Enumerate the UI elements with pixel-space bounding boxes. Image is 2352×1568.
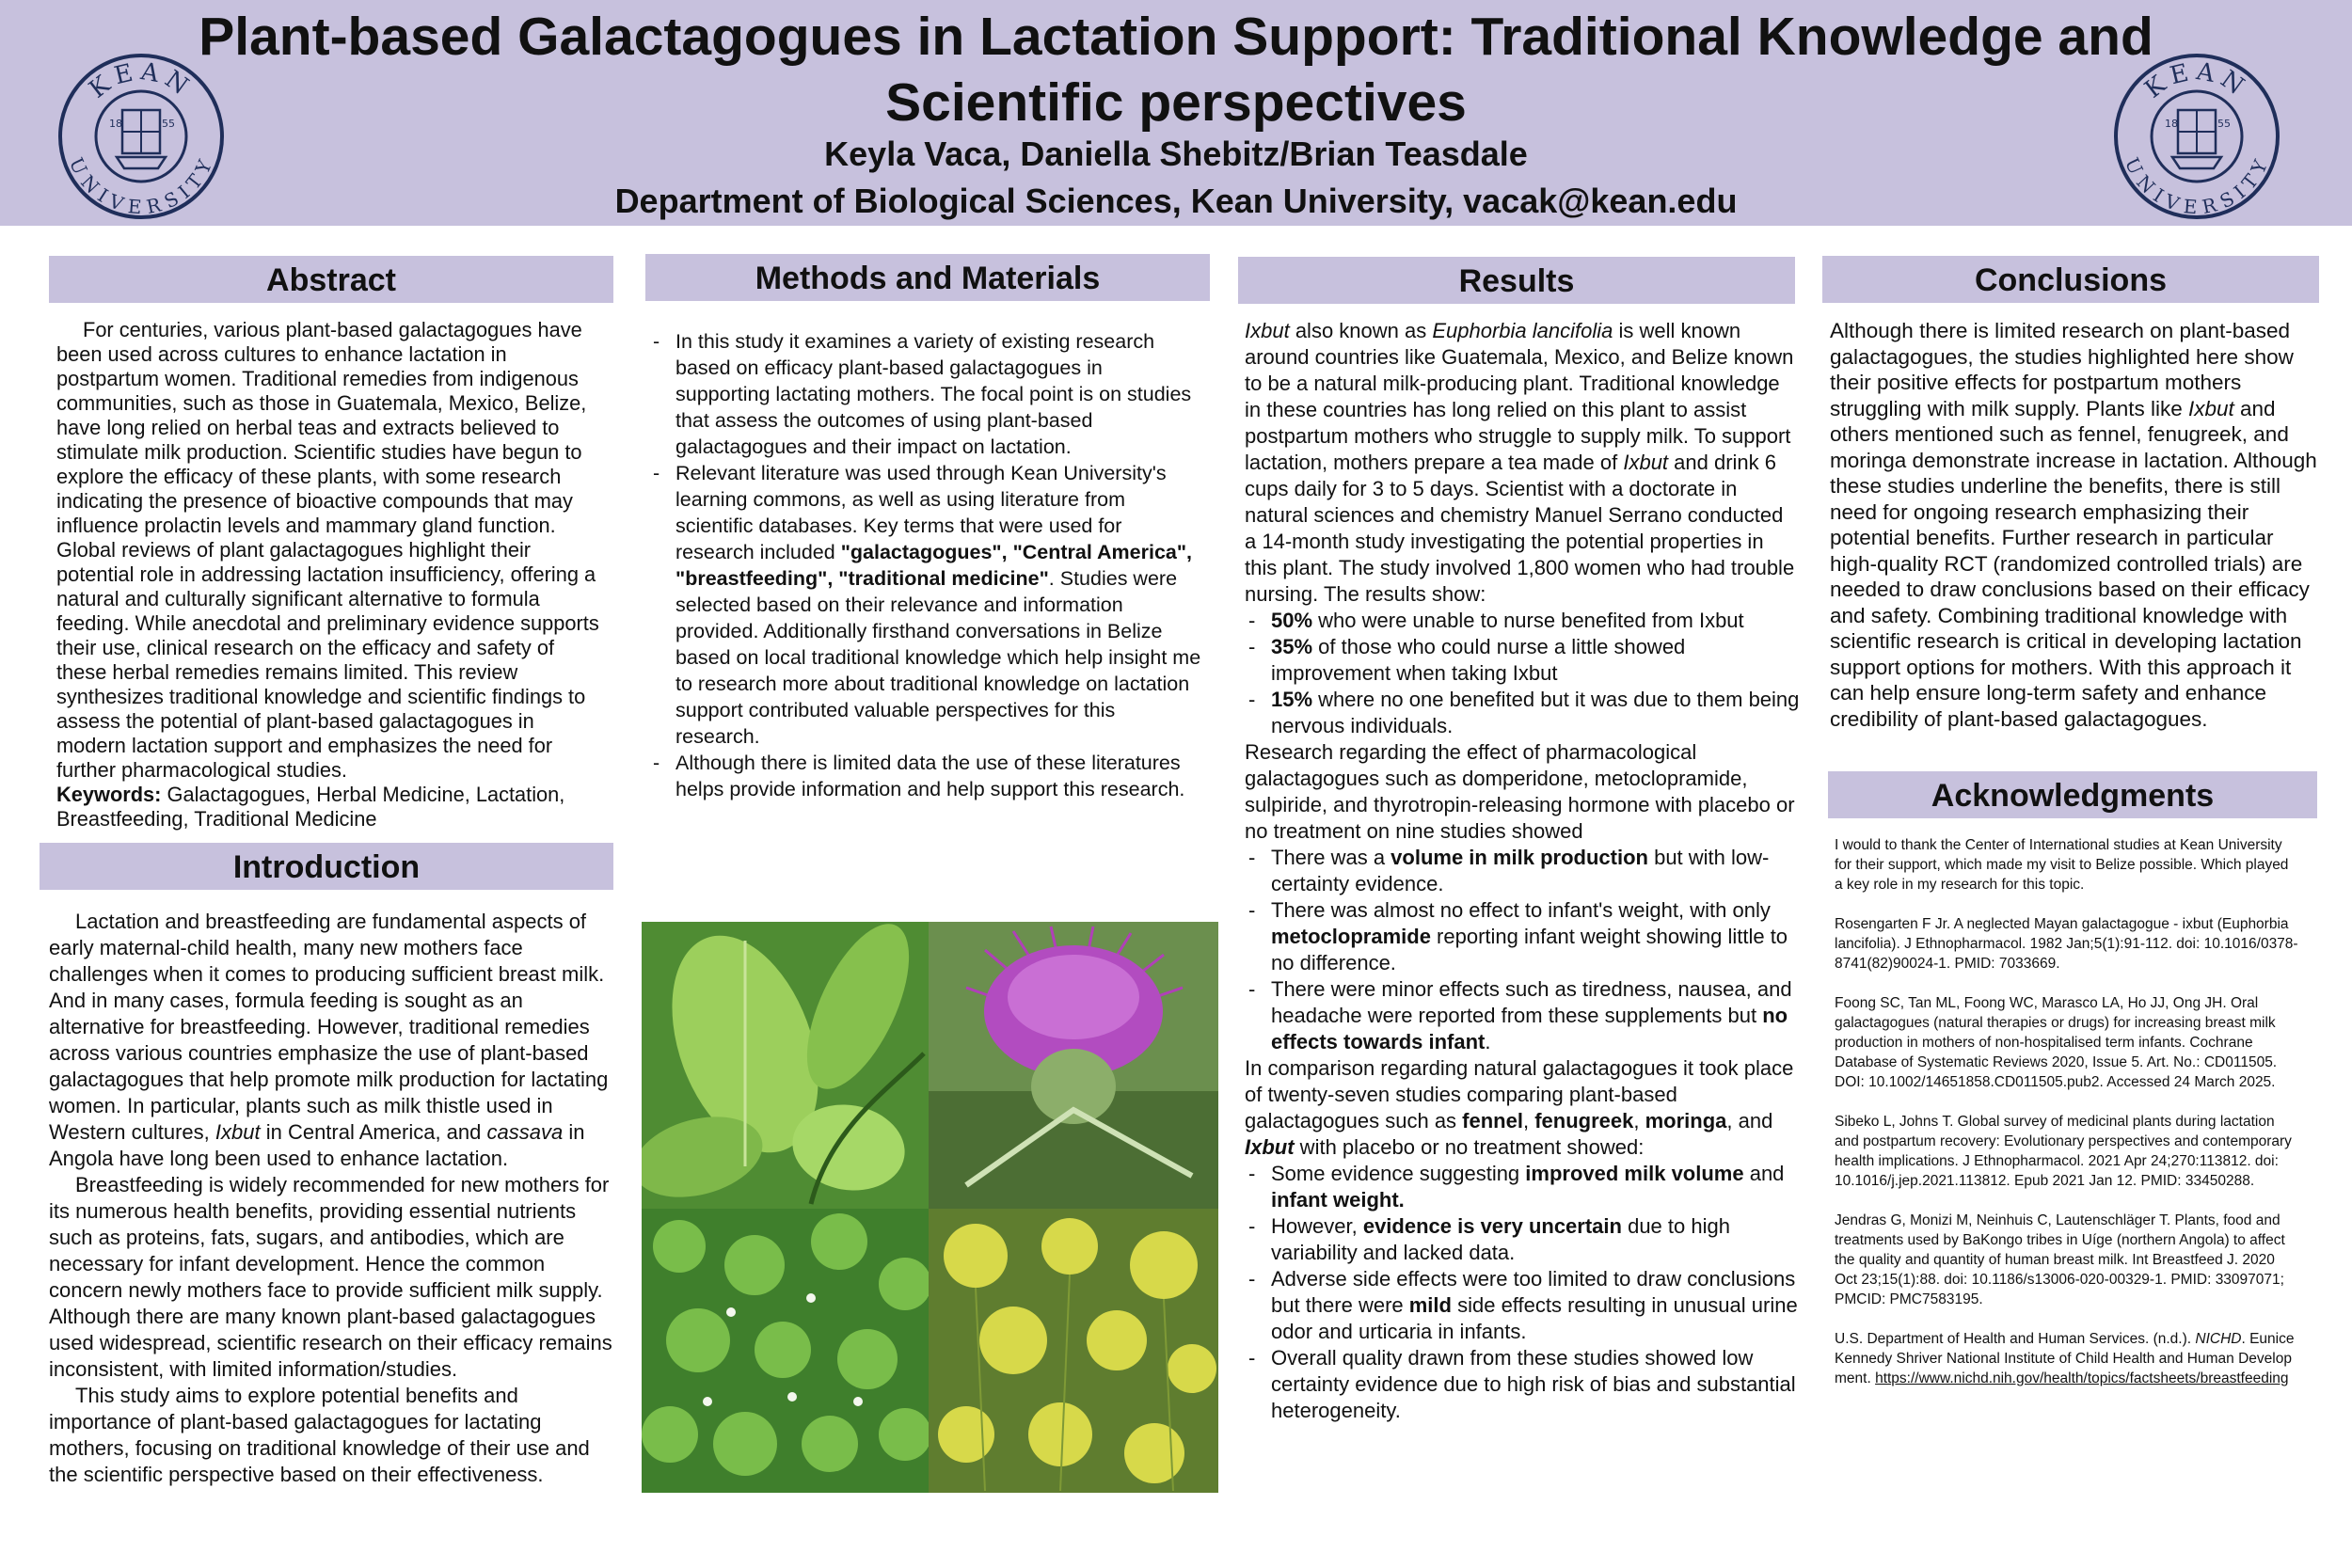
stat-text: who were unable to nurse benefited from Ixbut bbox=[1312, 609, 1744, 632]
seal-year-left: 18 bbox=[109, 118, 122, 130]
results-text: but with low-certainty evidence. bbox=[1271, 846, 1770, 895]
results-emphasis: fenugreek bbox=[1534, 1109, 1634, 1132]
seal-year-right: 55 bbox=[162, 118, 175, 130]
results-emphasis: infant weight. bbox=[1271, 1188, 1405, 1212]
poster-affiliation: Department of Biological Sciences, Kean University, vacak@kean.edu bbox=[614, 182, 1738, 220]
results-species-name: Euphorbia lancifolia bbox=[1432, 319, 1613, 342]
results-emphasis: fennel bbox=[1462, 1109, 1523, 1132]
stat-value: 50% bbox=[1271, 609, 1313, 632]
reference-item: Rosengarten F Jr. A neglected Mayan galactagogue - ixbut (Euphorbia lancifolia). J Ethnopharmacol. 1982 Jan;5(1):91-112. doi: 10.1016/0378-8741(82)90024-1. PMID: 7033669. bbox=[1835, 916, 2298, 972]
results-text: also known as bbox=[1289, 319, 1433, 342]
results-text: and drink 6 cups daily for 3 to 5 days. Scientist with a doctorate in natural sciences and chemistry Manuel Serrano conducted a 14-month study investigating the potential properties in this plant. The study involved 1,800 women who had trouble nursing. The results show: bbox=[1245, 451, 1795, 606]
results-text: Some evidence suggesting bbox=[1271, 1162, 1526, 1185]
results-text: There were minor effects such as tiredness, nausea, and headache were reported from these supplements but bbox=[1271, 977, 1792, 1027]
seal-top-text: KEAN bbox=[84, 57, 199, 104]
conclusions-heading: Conclusions bbox=[1822, 256, 2319, 303]
stat-text: of those who could nurse a little showed improvement when taking Ixbut bbox=[1271, 635, 1686, 685]
abstract-body bbox=[56, 318, 607, 832]
ixbut-plant-photo bbox=[642, 922, 929, 1209]
conclusions-text-part: Although there is limited research on plant-based galactagogues, the studies highlighted here show their positive effects for postpartum mothers struggling with milk supply. Plants like bbox=[1830, 319, 2294, 420]
results-stat-item bbox=[1245, 687, 1800, 739]
intro-text: in Central America, and bbox=[260, 1120, 487, 1144]
methods-key-terms: "galactagogues", "Central America", "breastfeeding", "traditional medicine" bbox=[675, 541, 1193, 590]
seal-year-left: 18 bbox=[2165, 118, 2178, 130]
stat-value: 15% bbox=[1271, 688, 1313, 711]
results-paragraph-2: Research regarding the effect of pharmacological galactagogues such as domperidone, metoclopramide, sulpiride, and thyrotropin-releasing hormone with placebo or no treatment on nine studies showed bbox=[1245, 740, 1795, 843]
results-emphasis: evidence is very uncertain bbox=[1362, 1214, 1622, 1238]
methods-item-1: - In this study it examines a variety of existing research based on efficacy plant-based galactagogues in supporting lactating mothers. The focal point is on studies that assess the outcomes of using plant-based galactagogues and their impact on lactation. bbox=[649, 328, 1202, 460]
results-natural-list bbox=[1245, 1161, 1800, 1424]
methods-body bbox=[649, 328, 1202, 802]
introduction-body bbox=[49, 909, 613, 1488]
methods-text: Relevant literature was used through Kean University's learning commons, as well as using literature from scientific databases. Key terms that were used for research included bbox=[675, 462, 1167, 563]
results-text: There was almost no effect to infant's weight, with only bbox=[1271, 898, 1771, 922]
results-heading: Results bbox=[1238, 257, 1795, 304]
results-stat-item bbox=[1245, 608, 1800, 634]
results-paragraph-3 bbox=[1245, 1055, 1800, 1161]
results-text: with placebo or no treatment showed: bbox=[1294, 1135, 1645, 1159]
poster-authors: Keyla Vaca, Daniella Shebitz/Brian Teasdale bbox=[824, 135, 1528, 173]
results-emphasis: metoclopramide bbox=[1271, 925, 1431, 948]
results-pharma-item bbox=[1245, 845, 1800, 897]
stat-value: 35% bbox=[1271, 635, 1313, 658]
stat-text: where no one benefited but it was due to them being nervous individuals. bbox=[1271, 688, 1800, 737]
abstract-text: For centuries, various plant-based galactagogues have been used across cultures to enhance lactation in postpartum women. Traditional remedies from indigenous communities, such as those in Guatemala, Mexico, Belize, have long relied on herbal teas and extracts believed to stimulate milk production. Scientific studies have begun to explore the efficacy of these plants, with some research indicating the presence of bioactive compounds that may influence prolactin levels and mammary gland function. Global reviews of plant galactagogues highlight their potential role in addressing lactation insufficiency, offering a natural and culturally significant alternative to formula feeding. While anecdotal and preliminary evidence supports their use, clinical research on the efficacy and safety of these herbal remedies remains limited. This review synthesizes traditional knowledge and scientific findings to assess the potential of plant-based galactagogues in modern lactation support and emphasizes the need for further pharmacological studies. bbox=[56, 318, 599, 782]
introduction-paragraph-1 bbox=[49, 909, 613, 1172]
results-text: , bbox=[1522, 1109, 1535, 1132]
reference-item: Foong SC, Tan ML, Foong WC, Marasco LA, Ho JJ, Ong JH. Oral galactagogues (natural therapies or drugs) for increasing breast milk production in mothers of non-hospitalised term infants. Cochrane Database of Systematic Reviews 2020, Issue 5. Art. No.: CD011505. DOI: 10.1002/14651858.CD011505.pub2. Accessed 24 March 2025. bbox=[1835, 995, 2278, 1090]
results-text: is well known around countries like Guatemala, Mexico, and Belize known to be a natural milk-producing plant. Traditional knowledge in these countries has long relied on this plant to assist postpartum mothers who struggle to supply milk. To support lactation, mothers prepare a tea made of bbox=[1245, 319, 1794, 474]
results-text: , and bbox=[1726, 1109, 1773, 1132]
intro-ixbut: Ixbut bbox=[215, 1120, 261, 1144]
fennel-plant-photo bbox=[929, 1209, 1218, 1493]
seal-year-right: 55 bbox=[2217, 118, 2231, 130]
reference-text: . Eunice Kennedy Shriver National Institute of Child Health and Human Development. bbox=[1835, 1331, 2295, 1386]
results-text: due to high variability and lacked data. bbox=[1271, 1214, 1730, 1264]
results-emphasis: improved milk volume bbox=[1525, 1162, 1744, 1185]
results-ixbut: Ixbut bbox=[1623, 451, 1669, 474]
reference-item: Sibeko L, Johns T. Global survey of medicinal plants during lactation and postpartum recovery: Evolutionary perspectives and contemporary health implications. J Ethnopharmacol. 2021 Apr 24;270:113812. doi: 10.1016/j.jep.2021.113812. Epub 2021 Jan 12. PMID: 33450288. bbox=[1835, 1114, 2292, 1189]
keywords-label: Keywords: bbox=[56, 783, 162, 806]
poster-title: Plant-based Galactagogues in Lactation Support: Traditional Knowledge and Scientific perspectives bbox=[199, 7, 2153, 133]
conclusions-text-part: and others mentioned such as fennel, fenugreek, and moringa demonstrate increase in lactation. Although these studies underline the benefits, there is still need for ongoing research emphasizing their potential benefits. Further research in particular high-quality RCT (randomized controlled trials) are needed to draw conclusions based on their efficacy and safety. Combining traditional knowledge with scientific research is critical in developing lactation support options for mothers. With this approach it can help ensure long-term safety and enhance credibility of plant-based galactagogues. bbox=[1830, 396, 2317, 731]
abstract-heading: Abstract bbox=[49, 256, 613, 303]
results-paragraph-1 bbox=[1245, 318, 1800, 608]
abstract-keywords bbox=[56, 783, 607, 832]
acknowledgments-heading: Acknowledgments bbox=[1828, 771, 2317, 818]
results-ixbut: Ixbut bbox=[1245, 1135, 1295, 1159]
results-text: There was a bbox=[1271, 846, 1391, 869]
reference-text: U.S. Department of Health and Human Services. (n.d.). bbox=[1835, 1331, 2196, 1347]
results-pharma-item bbox=[1245, 897, 1800, 976]
introduction-heading: Introduction bbox=[40, 843, 613, 890]
results-emphasis: moringa bbox=[1645, 1109, 1727, 1132]
results-text: , bbox=[1633, 1109, 1645, 1132]
seal-bottom-text: UNIVERSITY bbox=[2120, 153, 2274, 219]
seal-top-text: KEAN bbox=[2139, 57, 2254, 104]
methods-text: . Studies were selected based on their relevance and information provided. Additionally firsthand conversations in Belize based on local traditional knowledge which help insight me to research more about traditional knowledge on lactation support contributed valuable perspectives for this research. bbox=[675, 567, 1201, 748]
reference-item: Jendras G, Monizi M, Neinhuis C, Lautenschläger T. Plants, food and treatments used by BaKongo tribes in Uíge (northern Angola) to affect the quality and quantity of human breast milk. Int Breastfeed J. 2020 Oct 23;15(1):88. doi: 10.1186/s13006-020-00329-1. PMID: 33097071; PMCID: PMC7583195. bbox=[1835, 1212, 2285, 1307]
results-text: In comparison regarding natural galactagogues it took place of twenty-seven studies comparing plant-based galactagogues such as bbox=[1245, 1056, 1794, 1132]
results-ixbut: Ixbut bbox=[1245, 319, 1290, 342]
conclusions-body bbox=[1830, 318, 2319, 732]
results-pharma-list bbox=[1245, 845, 1800, 1055]
results-emphasis: no effects towards infant bbox=[1271, 1004, 1788, 1053]
results-text: . bbox=[1485, 1030, 1491, 1053]
fenugreek-plant-photo bbox=[642, 1209, 929, 1493]
introduction-paragraph-2: Breastfeeding is widely recommended for new mothers for its numerous health benefits, providing essential nutrients such as proteins, fats, sugars, and antibodies, which are necessary for infant development. Hence the common concern newly mothers face to provide sufficient milk supply. Although there are many known plant-based galactagogues used widespread, scientific research on their efficacy remains inconsistent, with limited information/studies. bbox=[49, 1173, 612, 1381]
conclusions-text bbox=[1830, 318, 2319, 732]
acknowledgments-body bbox=[1835, 835, 2300, 1408]
results-natural-item: - Overall quality drawn from these studies showed low certainty evidence due to high risk of bias and substantial heterogeneity. bbox=[1245, 1345, 1800, 1424]
results-emphasis: mild bbox=[1408, 1293, 1452, 1317]
results-body bbox=[1245, 318, 1800, 1424]
results-text: side effects resulting in unusual urine odor and urticaria in infants. bbox=[1271, 1293, 1798, 1343]
acknowledgments-thanks: I would to thank the Center of International studies at Kean University for their support, which made my visit to Belize possible. Which played a key role in my research for this topic. bbox=[1835, 837, 2289, 893]
nichd-breastfeeding-link[interactable]: https://www.nichd.nih.gov/health/topics/factsheets/breastfeeding bbox=[1875, 1370, 2289, 1386]
milk-thistle-photo bbox=[929, 922, 1218, 1209]
intro-cassava: cassava bbox=[486, 1120, 564, 1144]
results-text: However, bbox=[1271, 1214, 1363, 1238]
results-natural-item bbox=[1245, 1213, 1800, 1266]
results-text: reporting infant weight showing little to no difference. bbox=[1271, 925, 1788, 974]
reference-item bbox=[1835, 1329, 2300, 1388]
results-stat-item bbox=[1245, 634, 1800, 687]
results-pharma-item bbox=[1245, 976, 1800, 1055]
conclusions-ixbut: Ixbut bbox=[2187, 396, 2234, 420]
keywords-list: Galactagogues, Herbal Medicine, Lactation, Breastfeeding, Traditional Medicine bbox=[56, 783, 565, 831]
introduction-paragraph-3: This study aims to explore potential benefits and importance of plant-based galactagogues for lactating mothers, focusing on traditional knowledge of their use and the scientific perspective based on their effectiveness. bbox=[49, 1384, 590, 1486]
results-natural-item bbox=[1245, 1161, 1800, 1213]
seal-bottom-text: UNIVERSITY bbox=[64, 153, 218, 219]
intro-text: Lactation and breastfeeding are fundamental aspects of early maternal-child health, many new mothers face challenges when it comes to producing sufficient breast milk. And in many cases, formula feeding is sought as an alternative for breastfeeding. However, traditional remedies across various countries emphasize the use of plant-based galactagogues that help promote milk production for lactating women. In particular, plants such as milk thistle used in Western cultures, bbox=[49, 910, 609, 1144]
methods-list bbox=[649, 328, 1202, 802]
methods-heading: Methods and Materials bbox=[645, 254, 1210, 301]
methods-item-2 bbox=[649, 460, 1202, 750]
results-text: Adverse side effects were too limited to draw conclusions but there were bbox=[1271, 1267, 1796, 1317]
intro-text: in Angola have long been used to enhance lactation. bbox=[49, 1120, 585, 1170]
results-stats-list bbox=[1245, 608, 1800, 739]
results-natural-item bbox=[1245, 1266, 1800, 1345]
reference-italic: NICHD bbox=[2195, 1331, 2242, 1347]
results-text: and bbox=[1743, 1162, 1785, 1185]
methods-item-3: - Although there is limited data the use of these literatures helps provide information and help support this research. bbox=[649, 750, 1202, 802]
results-emphasis: volume in milk production bbox=[1391, 846, 1648, 869]
